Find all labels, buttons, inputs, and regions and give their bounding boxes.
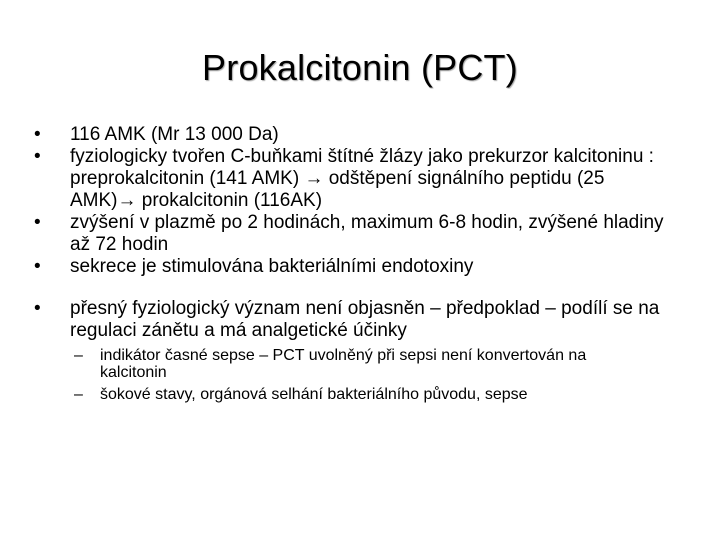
bullet-mark: • [34,298,41,319]
bullet-text: zvýšení v plazmě po 2 hodinách, maximum 6-8 hodin, zvýšené hladiny až 72 hodin [70,212,664,255]
bullet-list [0,124,720,403]
bullet-mark: • [34,146,41,167]
bullet-item [0,146,670,212]
bullet-text: přesný fyziologický význam není objasněn – předpoklad – podílí se na regulaci zánětu a má analgetické účinky [70,298,660,341]
bullet-text: sekrece je stimulována bakteriálními endotoxiny [70,256,474,277]
bullet-mark: • [34,212,41,233]
bullet-text: fyziologicky tvořen C-buňkami štítné žlázy jako prekurzor kalcitoninu : preprokalcitonin (141 AMK) → odštěpení signálního peptidu (25 AMK)→ prokalcitonin (116AK) [70,146,654,211]
bullet-item [0,298,670,342]
sub-bullet-item [0,347,620,381]
bullet-mark: • [34,124,41,145]
sub-bullet-item [0,386,620,403]
bullet-text: 116 AMK (Mr 13 000 Da) [70,124,279,145]
sub-bullet-text: šokové stavy, orgánová selhání bakteriálního původu, sepse [100,386,528,403]
sub-bullet-mark: – [74,386,83,403]
bullet-item [0,124,670,146]
bullet-item [0,256,670,278]
slide-title: Prokalcitonin (PCT) [202,47,518,88]
sub-bullet-mark: – [74,347,83,364]
sub-bullet-text: indikátor časné sepse – PCT uvolněný při sepsi není konvertován na kalcitonin [100,347,587,381]
bullet-mark: • [34,256,41,277]
bullet-item [0,212,670,256]
